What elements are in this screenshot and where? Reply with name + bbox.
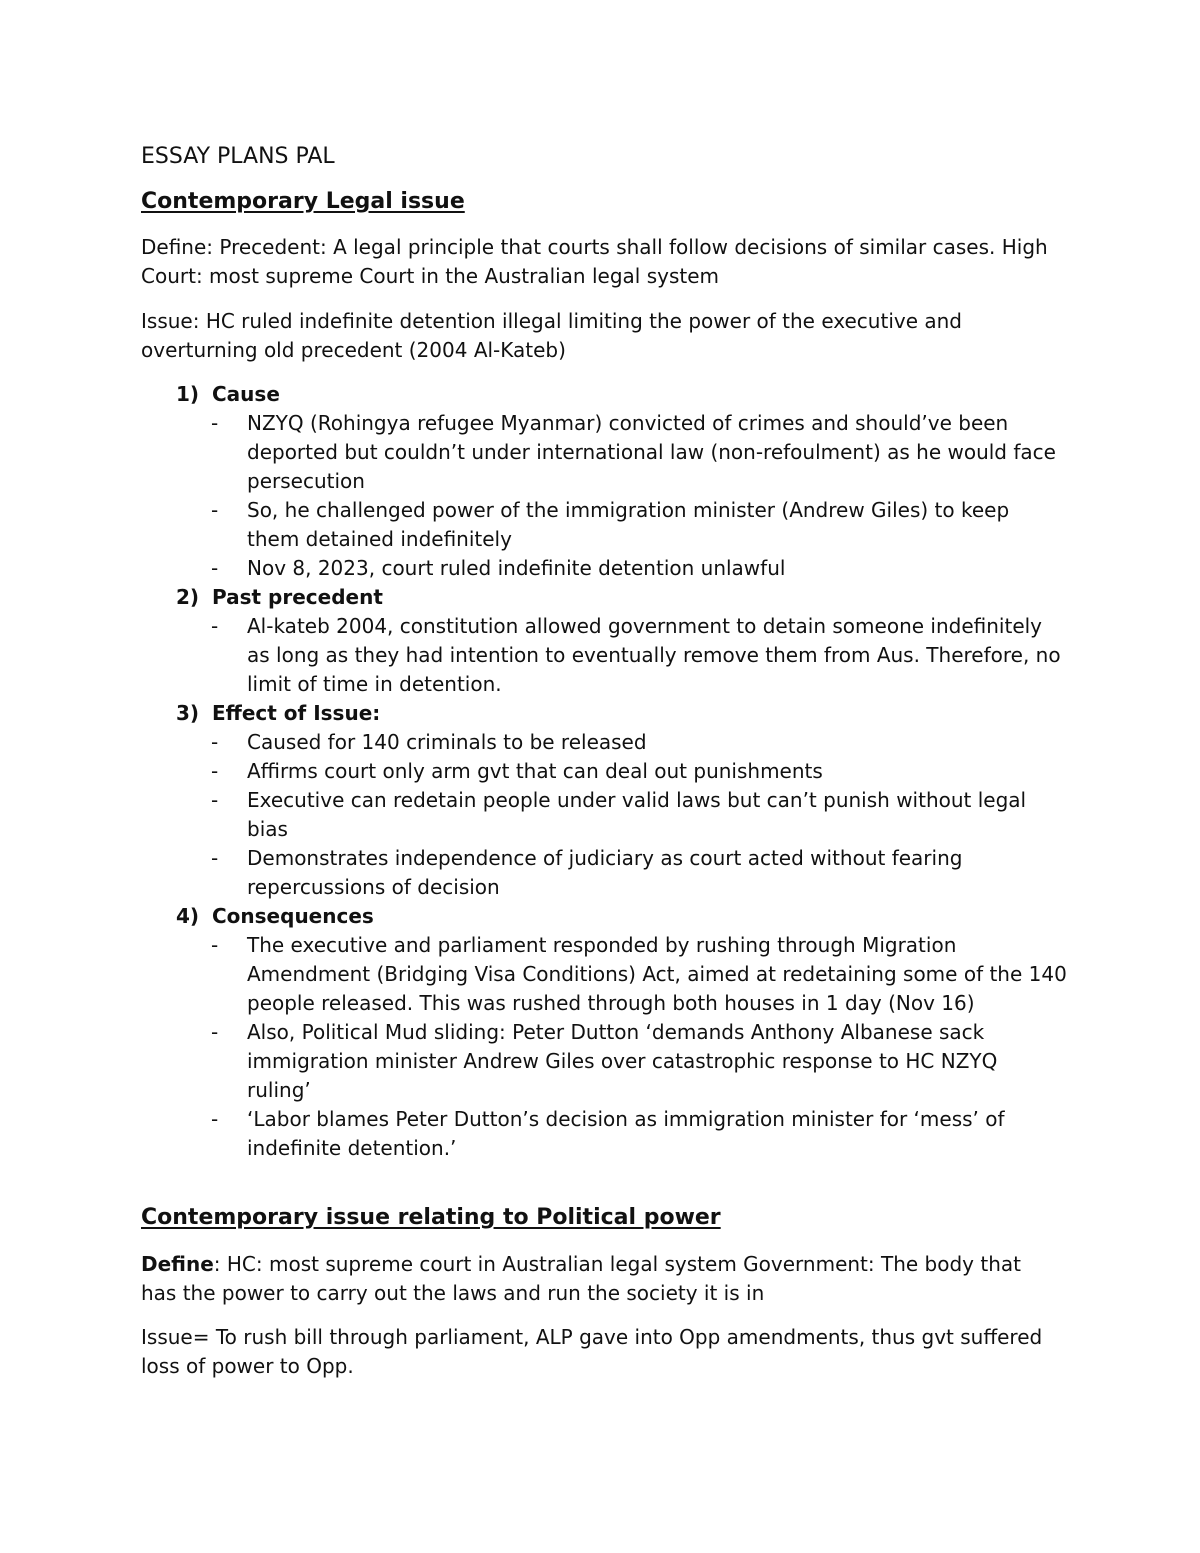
bullet-item: - Executive can redetain people under valid laws but can’t punish without legal bias (211, 788, 1027, 841)
bullet-item: - Also, Political Mud sliding: Peter Dutton ‘demands Anthony Albanese sack immigration minister Andrew Giles over catastrophic response to HC NZYQ ruling’ (211, 1020, 998, 1102)
dash-marker: - (211, 614, 219, 638)
issue-paragraph: Issue= To rush bill through parliament, ALP gave into Opp amendments, thus gvt suffered loss of power to Opp. (141, 1325, 1043, 1378)
dash-marker: - (211, 846, 219, 870)
define-label: Define (141, 1252, 214, 1276)
outline-number: 2) (176, 585, 200, 609)
bullet-item: - So, he challenged power of the immigration minister (Andrew Giles) to keep them detained indefinitely (211, 498, 1010, 551)
dash-marker: - (211, 788, 219, 812)
issue-paragraph: Issue: HC ruled indefinite detention illegal limiting the power of the executive and overturning old precedent (2004 Al-Kateb) (141, 309, 963, 362)
outline-item-cause (141, 380, 1071, 583)
outline-label: Consequences (212, 904, 374, 928)
bullet-list (141, 728, 1071, 902)
section-heading-political-power: Contemporary issue relating to Political power (141, 1205, 721, 1230)
dash-marker: - (211, 759, 219, 783)
define-text: : HC: most supreme court in Australian legal system Government: The body that has the power to carry out the laws and run the society it is in (141, 1252, 1021, 1305)
bullet-item: - Demonstrates independence of judiciary as court acted without fearing repercussions of decision (211, 846, 963, 899)
outline-item-past-precedent (141, 583, 1071, 699)
dash-marker: - (211, 556, 219, 580)
dash-marker: - (211, 498, 219, 522)
dash-marker: - (211, 1020, 219, 1044)
bullet-item: - Caused for 140 criminals to be released (141, 728, 1067, 757)
dash-marker: - (211, 411, 219, 435)
bullet-list (141, 931, 1071, 1163)
dash-marker: - (211, 730, 219, 754)
outline-number: 4) (176, 904, 200, 928)
define-paragraph: Define: Precedent: A legal principle that courts shall follow decisions of similar cases. High Court: most supreme Court in the Australian legal system (141, 235, 1048, 288)
define-paragraph (141, 1250, 1061, 1308)
outline-label: Past precedent (212, 585, 383, 609)
bullet-item: - NZYQ (Rohingya refugee Myanmar) convicted of crimes and should’ve been deported but couldn’t under international law (non-refoulment) as he would face persecution (211, 411, 1056, 493)
outline-number: 3) (176, 701, 200, 725)
bullet-item: - Nov 8, 2023, court ruled indefinite detention unlawful (141, 554, 1067, 583)
bullet-list (141, 612, 1071, 699)
bullet-item: - Affirms court only arm gvt that can deal out punishments (141, 757, 1067, 786)
dash-marker: - (211, 1107, 219, 1131)
section-heading-legal-issue: Contemporary Legal issue (141, 189, 465, 214)
essay-outline (141, 380, 1071, 1163)
bullet-item: - ‘Labor blames Peter Dutton’s decision as immigration minister for ‘mess’ of indefinite detention.’ (211, 1107, 1005, 1160)
outline-label: Cause (212, 382, 280, 406)
outline-label: Effect of Issue: (212, 701, 381, 725)
outline-item-effect-of-issue (141, 699, 1071, 902)
bullet-list (141, 409, 1071, 583)
outline-number: 1) (176, 382, 200, 406)
outline-item-consequences (141, 902, 1071, 1163)
dash-marker: - (211, 933, 219, 957)
bullet-item: - Al-kateb 2004, constitution allowed government to detain someone indefinitely as long as they had intention to eventually remove them from Aus. Therefore, no limit of time in detention. (211, 614, 1061, 696)
document-title: ESSAY PLANS PAL (141, 144, 335, 169)
bullet-item: - The executive and parliament responded by rushing through Migration Amendment (Bridging Visa Conditions) Act, aimed at redetaining some of the 140 people released. This was rushed through both houses in 1 day (Nov 16) (211, 933, 1067, 1015)
